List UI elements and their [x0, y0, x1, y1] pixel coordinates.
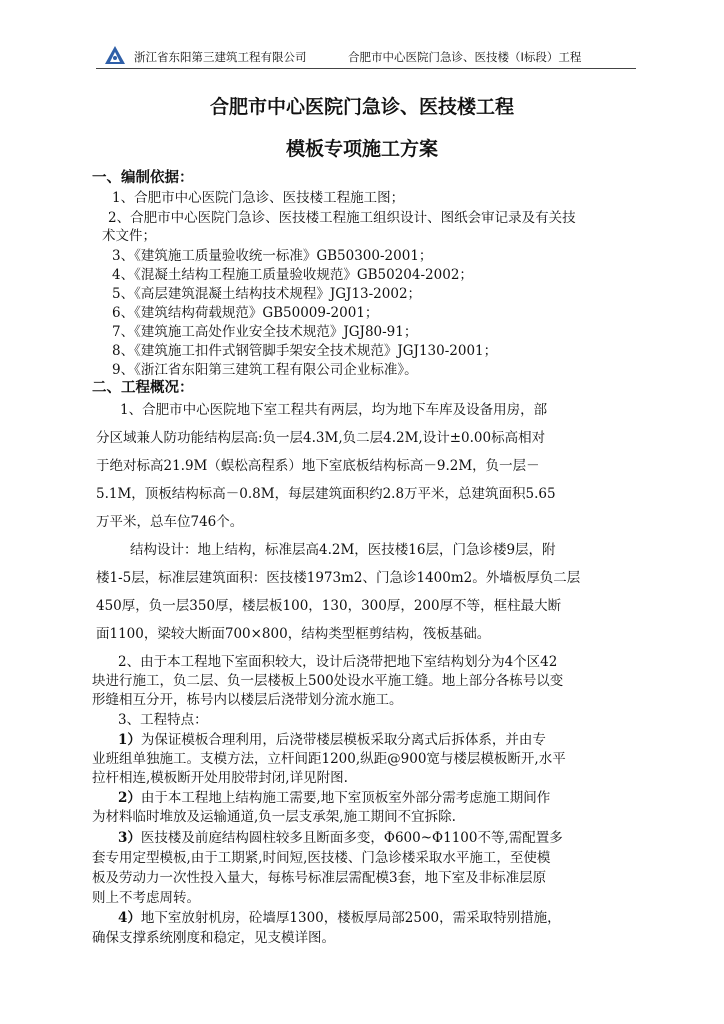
list-item: 3、《建筑施工质量验收统一标准》GB50300-2001； [112, 248, 433, 264]
list-item: 1、合肥市中心医院门急诊、医技楼工程施工图； [112, 190, 405, 206]
feature-number: 3） [118, 830, 141, 846]
paragraph-line: 分区域兼人防功能结构层高:负一层4.3M,负二层4.2M,设计±0.00标高相对 [96, 430, 546, 446]
section1-heading: 一、编制依据： [92, 170, 194, 186]
paragraph-line: 于绝对标高21.9M（蜈松高程系）地下室底板结构标高－9.2M，负一层－ [96, 458, 540, 474]
paragraph-line: 450厚，负一层350厚，楼层板100，130，300厚，200厚不等，框柱最大断 [96, 598, 562, 614]
feature-text: 地下室放射机房，砼墙厚1300，楼板厚局部2500，需采取特别措施， [140, 910, 561, 926]
list-item: 6、《建筑结构荷载规范》GB50009-2001； [112, 305, 379, 321]
list-item: 7、《建筑施工高处作业安全技术规范》JGJ80-91； [112, 324, 418, 340]
paragraph-line: 面1100，梁较大断面700×800，结构类型框剪结构，筏板基础。 [96, 626, 491, 642]
document-subtitle: 模板专项施工方案 [285, 138, 438, 160]
feature-text: 由于本工程地上结构施工需要,地下室顶板室外部分需考虑施工期间作 [140, 790, 551, 806]
paragraph-line: 形缝相互分开，栋号内以楼层后浇带划分流水施工。 [92, 692, 403, 708]
paragraph-line: 5.1M，顶板结构标高－0.8M，每层建筑面积约2.8万平米，总建筑面积5.65 [96, 486, 556, 502]
paragraph-line: 业班组单独施工。支模方法，立杆间距1200,纵距@900宽与楼层模板断开,水平 [92, 751, 566, 767]
feature-number: 2） [118, 790, 141, 806]
paragraph-line: 确保支撑系统刚度和稳定，见支模详图。 [92, 930, 335, 946]
features-heading: 3、工程特点： [118, 712, 208, 728]
list-item: 9、《浙江省东阳第三建筑工程有限公司企业标准》。 [112, 362, 418, 378]
list-item: 5、《高层建筑混凝土结构技术规程》JGJ13-2002； [112, 286, 422, 302]
paragraph-line: 1、合肥市中心医院地下室工程共有两层，均为地下车库及设备用房，部 [120, 402, 548, 418]
paragraph-line: 结构设计：地上结构，标准层高4.2M，医技楼16层，门急诊楼9层，附 [130, 542, 556, 558]
paragraph-line [118, 826, 563, 846]
paragraph-line: 万平米，总车位746个。 [96, 514, 244, 530]
paragraph-line: 拉杆相连,模板断开处用胶带封闭,详见附图. [92, 770, 348, 786]
company-name: 浙江省东阳第三建筑工程有限公司 [134, 50, 307, 64]
paragraph-line: 板及劳动力一次性投入量大，每栋号标准层需配模3套，地下室及非标准层原 [92, 870, 547, 886]
paragraph-line: 楼1-5层，标准层建筑面积：医技楼1973m2、门急诊1400m2。外墙板厚负二层 [96, 570, 581, 586]
paragraph-line: 则上不考虑周转。 [92, 890, 200, 906]
list-item: 2、合肥市中心医院门急诊、医技楼工程施工组织设计、图纸会审记录及有关技 [108, 210, 576, 226]
paragraph-line: 为材料临时堆放及运输通道,负一层支承架,施工期间不宜拆除. [92, 809, 456, 825]
section2-heading: 二、工程概况： [92, 380, 194, 396]
feature-number: 4） [118, 910, 141, 926]
paragraph-line: 块进行施工，负二层、负一层楼板上500处设水平施工缝。地上部分各栋号以变 [92, 673, 564, 689]
paragraph-line: 2、由于本工程地下室面积较大，设计后浇带把地下室结构划分为4个区42 [118, 654, 558, 670]
list-item: 8、《建筑施工扣件式钢管脚手架安全技术规范》JGJ130-2001； [112, 343, 498, 359]
paragraph-line [118, 728, 546, 748]
paragraph-line [118, 906, 561, 926]
paragraph-line [118, 786, 550, 806]
feature-number: 1） [118, 732, 141, 748]
feature-text: 为保证模板合理利用，后浇带楼层模板采取分离式后拆体系，并由专 [140, 732, 546, 748]
paragraph-line: 套专用定型模板,由于工期紧,时间短,医技楼、门急诊楼采取水平施工，至使模 [92, 850, 551, 866]
project-name: 合肥市中心医院门急诊、医技楼（Ⅰ标段）工程 [348, 50, 582, 64]
list-item: 4、《混凝土结构工程施工质量验收规范》GB50204-2002； [112, 267, 473, 283]
feature-text: 医技楼及前庭结构圆柱较多且断面多变，Φ600~Φ1100不等,需配置多 [140, 830, 563, 846]
list-item: 术文件； [102, 228, 156, 244]
page-header [96, 42, 636, 69]
document-title: 合肥市中心医院门急诊、医技楼工程 [209, 96, 514, 118]
company-logo-icon [104, 45, 126, 65]
